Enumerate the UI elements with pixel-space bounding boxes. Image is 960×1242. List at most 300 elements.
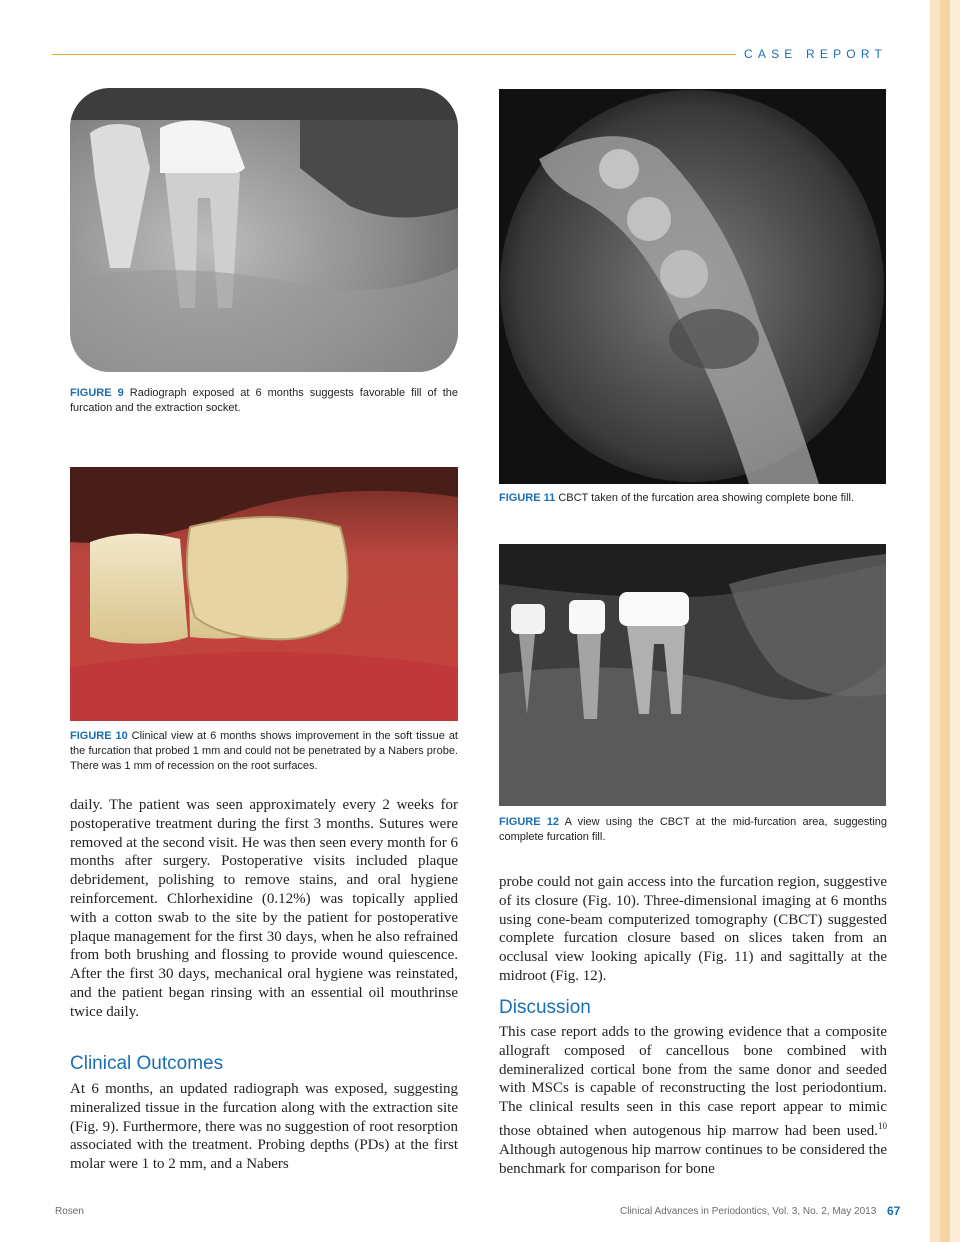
decorative-tile <box>950 648 960 660</box>
footer-author: Rosen <box>55 1206 84 1217</box>
decorative-tile <box>930 888 940 900</box>
decorative-tile <box>940 1164 950 1176</box>
decorative-tile <box>940 744 950 756</box>
running-head: CASE REPORT <box>744 47 887 61</box>
decorative-tile <box>950 240 960 252</box>
decorative-tile <box>940 780 950 792</box>
decorative-tile <box>940 504 950 516</box>
decorative-tile <box>950 720 960 732</box>
decorative-tile <box>930 120 940 132</box>
decorative-tile <box>940 336 950 348</box>
header-rule <box>52 54 736 55</box>
decorative-tile <box>930 1128 940 1140</box>
decorative-tile <box>940 516 950 528</box>
decorative-tile <box>940 264 950 276</box>
decorative-tile <box>940 636 950 648</box>
decorative-tile <box>930 972 940 984</box>
decorative-tile <box>930 1188 940 1200</box>
decorative-tile <box>940 312 950 324</box>
decorative-tile <box>950 840 960 852</box>
decorative-tile <box>950 936 960 948</box>
decorative-tile <box>950 1128 960 1140</box>
decorative-tile <box>950 540 960 552</box>
decorative-tile <box>950 996 960 1008</box>
decorative-tile <box>950 444 960 456</box>
decorative-tile <box>950 1212 960 1224</box>
decorative-tile <box>950 1176 960 1188</box>
decorative-tile <box>940 1092 950 1104</box>
decorative-tile <box>940 132 950 144</box>
decorative-tile <box>930 612 940 624</box>
decorative-tile <box>930 576 940 588</box>
decorative-tile <box>940 204 950 216</box>
decorative-tile <box>940 1128 950 1140</box>
decorative-tile <box>940 564 950 576</box>
decorative-tile <box>930 684 940 696</box>
decorative-tile <box>950 120 960 132</box>
decorative-tile <box>930 588 940 600</box>
decorative-tile <box>930 852 940 864</box>
decorative-tile <box>930 312 940 324</box>
decorative-tile <box>940 192 950 204</box>
decorative-tile <box>950 432 960 444</box>
decorative-tile <box>930 252 940 264</box>
decorative-tile <box>930 1068 940 1080</box>
decorative-tile <box>930 912 940 924</box>
decorative-tile <box>940 624 950 636</box>
decorative-tile <box>930 1140 940 1152</box>
right-body-paragraph-2 <box>499 1023 887 1178</box>
decorative-tile <box>950 768 960 780</box>
decorative-tile <box>940 804 950 816</box>
decorative-tile <box>940 996 950 1008</box>
decorative-tile <box>940 660 950 672</box>
decorative-tile <box>930 1008 940 1020</box>
decorative-tile <box>930 780 940 792</box>
decorative-tile <box>950 708 960 720</box>
footer-journal: Clinical Advances in Periodontics, Vol. 3, No. 2, May 2013 <box>620 1206 877 1217</box>
decorative-tile <box>940 1008 950 1020</box>
decorative-tile <box>930 516 940 528</box>
figure-9-label: FIGURE 9 <box>70 387 124 399</box>
decorative-tile <box>950 960 960 972</box>
decorative-tile <box>950 264 960 276</box>
decorative-tile <box>930 0 940 12</box>
figure-10-caption-text: Clinical view at 6 months shows improvement in the soft tissue at the furcation that probed 1 mm and could not be penetrated by a Nabers probe. There was 1 mm of recession on the root surfaces. <box>70 730 458 772</box>
figure-11-caption-text: CBCT taken of the furcation area showing complete bone fill. <box>558 492 855 504</box>
decorative-tile <box>950 1092 960 1104</box>
decorative-tile <box>930 480 940 492</box>
decorative-tile <box>930 996 940 1008</box>
decorative-tile <box>950 456 960 468</box>
decorative-tile <box>940 72 950 84</box>
decorative-tile <box>950 1104 960 1116</box>
decorative-tile <box>940 1104 950 1116</box>
decorative-tile <box>930 1152 940 1164</box>
decorative-tile <box>930 348 940 360</box>
decorative-tile <box>940 588 950 600</box>
decorative-tile <box>950 924 960 936</box>
decorative-tile <box>940 648 950 660</box>
decorative-tile <box>950 864 960 876</box>
decorative-tile <box>940 12 950 24</box>
decorative-tile <box>940 696 950 708</box>
decorative-tile <box>950 1116 960 1128</box>
decorative-tile <box>940 972 950 984</box>
decorative-tile <box>940 300 950 312</box>
decorative-tile <box>940 1116 950 1128</box>
decorative-tile <box>940 144 950 156</box>
decorative-tile <box>950 312 960 324</box>
decorative-tile <box>950 1020 960 1032</box>
decorative-tile <box>940 420 950 432</box>
decorative-tile <box>950 696 960 708</box>
decorative-tile <box>950 600 960 612</box>
left-paragraph-2-text: At 6 months, an updated radiograph was exposed, suggesting mineralized tissue in the furcation along with the extraction site (Fig. 9). Furthermore, there was no suggestion of root resorption associated with the treatment. Probing depths (PDs) at the first molar were 1 to 2 mm, and a Nabers <box>70 1081 458 1173</box>
decorative-tile <box>950 684 960 696</box>
decorative-tile <box>930 96 940 108</box>
decorative-tile <box>950 888 960 900</box>
decorative-tile <box>950 204 960 216</box>
decorative-tile <box>950 492 960 504</box>
decorative-tile <box>950 180 960 192</box>
decorative-tile <box>940 348 950 360</box>
decorative-tile <box>930 540 940 552</box>
decorative-tile <box>940 912 950 924</box>
decorative-tile <box>950 144 960 156</box>
left-paragraph-1-text: daily. The patient was seen approximately every 2 weeks for postoperative treatment during the first 3 months. Sutures were removed at the second visit. He was then seen every month for 6 months after surgery. Postoperative visits included plaque debridement, polishing to remove stains, and oral hygiene reinforcement. Chlorhexidine (0.12%) was topically applied with a cotton swab to the site by the patient for postoperative plaque management for the first 30 days, when he also refrained from both brushing and flossing to provide wound quiescence. After the first 30 days, mechanical oral hygiene was reinstated, and the patient began rinsing with an essential oil mouthrinse twice daily. <box>70 797 458 1020</box>
decorative-tile <box>940 936 950 948</box>
decorative-tile <box>930 756 940 768</box>
decorative-tile <box>940 672 950 684</box>
decorative-tile <box>930 768 940 780</box>
decorative-tile <box>940 276 950 288</box>
decorative-tile <box>940 756 950 768</box>
decorative-tile <box>930 864 940 876</box>
decorative-tile <box>930 492 940 504</box>
decorative-tile <box>930 1212 940 1224</box>
decorative-tile <box>940 1056 950 1068</box>
decorative-tile <box>930 156 940 168</box>
decorative-tile <box>930 168 940 180</box>
decorative-tile <box>930 72 940 84</box>
figure-9-caption <box>70 386 458 416</box>
decorative-tile <box>940 492 950 504</box>
decorative-tile <box>950 216 960 228</box>
decorative-tile <box>940 888 950 900</box>
decorative-tile <box>940 288 950 300</box>
decorative-tile <box>940 708 950 720</box>
decorative-tile <box>930 420 940 432</box>
decorative-tile <box>930 1080 940 1092</box>
decorative-tile <box>940 1032 950 1044</box>
decorative-tile <box>930 696 940 708</box>
decorative-tile <box>950 324 960 336</box>
decorative-tile <box>930 108 940 120</box>
decorative-tile <box>950 108 960 120</box>
decorative-tile <box>930 216 940 228</box>
decorative-tile <box>950 480 960 492</box>
decorative-tile <box>930 468 940 480</box>
decorative-tile <box>940 0 950 12</box>
decorative-side-strip <box>930 0 960 1242</box>
decorative-tile <box>940 180 950 192</box>
left-body-paragraph-2 <box>70 1080 458 1174</box>
right-paragraph-2-text-b: Although autogenous hip marrow continues to be considered the benchmark for comparison for bone <box>499 1141 887 1177</box>
decorative-tile <box>950 504 960 516</box>
decorative-tile <box>950 588 960 600</box>
decorative-tile <box>930 564 940 576</box>
decorative-tile <box>950 804 960 816</box>
decorative-tile <box>930 264 940 276</box>
decorative-tile <box>950 396 960 408</box>
decorative-tile <box>950 420 960 432</box>
decorative-tile <box>930 240 940 252</box>
decorative-tile <box>930 36 940 48</box>
decorative-tile <box>950 1164 960 1176</box>
decorative-tile <box>950 1032 960 1044</box>
decorative-tile <box>940 768 950 780</box>
decorative-tile <box>940 612 950 624</box>
decorative-tile <box>930 1164 940 1176</box>
decorative-tile <box>930 936 940 948</box>
decorative-tile <box>950 252 960 264</box>
decorative-tile <box>930 984 940 996</box>
decorative-tile <box>930 12 940 24</box>
reference-superscript: 10 <box>878 1120 887 1131</box>
right-body-paragraph-1 <box>499 873 887 986</box>
decorative-tile <box>930 1104 940 1116</box>
decorative-tile <box>950 1224 960 1236</box>
decorative-tile <box>930 1044 940 1056</box>
decorative-tile <box>950 60 960 72</box>
decorative-tile <box>950 36 960 48</box>
decorative-tile <box>930 924 940 936</box>
decorative-tile <box>930 816 940 828</box>
decorative-tile <box>950 336 960 348</box>
decorative-tile <box>930 672 940 684</box>
decorative-tile <box>930 948 940 960</box>
decorative-tile <box>940 384 950 396</box>
decorative-tile <box>950 552 960 564</box>
decorative-tile <box>950 792 960 804</box>
decorative-tile <box>930 408 940 420</box>
decorative-tile <box>940 1080 950 1092</box>
decorative-tile <box>950 168 960 180</box>
decorative-tile <box>930 1176 940 1188</box>
decorative-tile <box>940 1152 950 1164</box>
decorative-tile <box>930 444 940 456</box>
decorative-tile <box>930 132 940 144</box>
decorative-tile <box>940 684 950 696</box>
decorative-tile <box>930 552 940 564</box>
decorative-tile <box>950 984 960 996</box>
decorative-tile <box>940 816 950 828</box>
decorative-tile <box>930 792 940 804</box>
decorative-tile <box>940 852 950 864</box>
decorative-tile <box>930 600 940 612</box>
decorative-tile <box>940 900 950 912</box>
decorative-tile <box>930 732 940 744</box>
decorative-tile <box>950 1140 960 1152</box>
decorative-tile <box>950 372 960 384</box>
decorative-tile <box>940 828 950 840</box>
heading-discussion: Discussion <box>499 997 591 1018</box>
decorative-tile <box>940 1212 950 1224</box>
right-paragraph-2 <box>499 1023 887 1178</box>
decorative-tile <box>930 636 940 648</box>
decorative-tile <box>950 12 960 24</box>
decorative-tile <box>940 228 950 240</box>
decorative-tile <box>940 1200 950 1212</box>
heading-clinical-outcomes: Clinical Outcomes <box>70 1053 224 1074</box>
decorative-tile <box>940 60 950 72</box>
decorative-tile <box>940 948 950 960</box>
decorative-tile <box>930 276 940 288</box>
decorative-tile <box>940 360 950 372</box>
decorative-tile <box>930 84 940 96</box>
decorative-tile <box>930 324 940 336</box>
decorative-tile <box>940 924 950 936</box>
decorative-tile <box>950 228 960 240</box>
decorative-tile <box>930 1200 940 1212</box>
decorative-tile <box>940 720 950 732</box>
decorative-tile <box>930 1116 940 1128</box>
decorative-tile <box>930 456 940 468</box>
decorative-tile <box>930 432 940 444</box>
decorative-tile <box>950 948 960 960</box>
decorative-tile <box>950 1152 960 1164</box>
right-paragraph-2-text-a: This case report adds to the growing evidence that a composite allograft composed of cancellous bone combined with demineralized cortical bone from the same donor and seeded with MSCs is capable of reconstructing the lost periodontium. The clinical results seen in this case report appear to mimic those obtained when autogenous hip marrow had been used. <box>499 1024 887 1139</box>
decorative-tile <box>940 1224 950 1236</box>
decorative-tile <box>940 396 950 408</box>
decorative-tile <box>940 840 950 852</box>
decorative-tile <box>940 216 950 228</box>
decorative-tile <box>950 1068 960 1080</box>
decorative-tile <box>940 468 950 480</box>
decorative-tile <box>940 432 950 444</box>
decorative-tile <box>950 192 960 204</box>
decorative-tile <box>950 1044 960 1056</box>
decorative-tile <box>950 576 960 588</box>
page-number: 67 <box>887 1204 901 1218</box>
decorative-tile <box>930 144 940 156</box>
decorative-tile <box>940 48 950 60</box>
decorative-tile <box>950 468 960 480</box>
decorative-tile <box>930 504 940 516</box>
decorative-tile <box>940 96 950 108</box>
decorative-tile <box>930 228 940 240</box>
figure-9-caption-text: Radiograph exposed at 6 months suggests favorable fill of the furcation and the extraction socket. <box>70 387 459 414</box>
decorative-tile <box>940 444 950 456</box>
decorative-tile <box>930 192 940 204</box>
decorative-tile <box>950 1236 960 1242</box>
decorative-tile <box>950 72 960 84</box>
decorative-tile <box>930 624 940 636</box>
decorative-tile <box>950 408 960 420</box>
decorative-tile <box>940 540 950 552</box>
decorative-tile <box>940 1020 950 1032</box>
decorative-tile <box>950 564 960 576</box>
decorative-tile <box>940 792 950 804</box>
decorative-tile <box>940 240 950 252</box>
left-body-paragraph-1 <box>70 796 458 1022</box>
decorative-tile <box>950 672 960 684</box>
decorative-tile <box>950 1200 960 1212</box>
decorative-tile <box>950 900 960 912</box>
decorative-tile <box>940 552 950 564</box>
decorative-tile <box>940 156 950 168</box>
decorative-tile <box>950 744 960 756</box>
decorative-tile <box>950 1008 960 1020</box>
decorative-tile <box>950 132 960 144</box>
decorative-tile <box>950 780 960 792</box>
decorative-tile <box>950 156 960 168</box>
figure-10-clinical-photo <box>70 467 458 721</box>
decorative-tile <box>950 384 960 396</box>
decorative-tile <box>930 876 940 888</box>
decorative-tile <box>930 708 940 720</box>
decorative-tile <box>950 300 960 312</box>
decorative-tile <box>930 336 940 348</box>
decorative-tile <box>950 852 960 864</box>
decorative-tile <box>940 984 950 996</box>
figure-11-label: FIGURE 11 <box>499 492 556 504</box>
decorative-tile <box>930 288 940 300</box>
decorative-tile <box>930 384 940 396</box>
figure-11-cbct-image <box>499 89 886 484</box>
decorative-tile <box>950 1188 960 1200</box>
decorative-tile <box>930 720 940 732</box>
decorative-tile <box>940 1068 950 1080</box>
decorative-tile <box>950 876 960 888</box>
right-paragraph-1-text: probe could not gain access into the furcation region, suggestive of its closure (Fig. 10). Three-dimensional imaging at 6 months using cone-beam computerized tomography (CBCT) suggested complete furcation closure based on slices taken from an occlusal view looking apically (Fig. 11) and sagittally at the midroot (Fig. 12). <box>499 874 887 984</box>
decorative-tile <box>930 1020 940 1032</box>
decorative-tile <box>950 1080 960 1092</box>
decorative-tile <box>950 1056 960 1068</box>
decorative-tile <box>930 360 940 372</box>
decorative-tile <box>930 60 940 72</box>
decorative-tile <box>940 1176 950 1188</box>
decorative-tile <box>950 24 960 36</box>
decorative-tile <box>940 36 950 48</box>
decorative-tile <box>930 396 940 408</box>
decorative-tile <box>930 828 940 840</box>
decorative-tile <box>930 1092 940 1104</box>
decorative-tile <box>940 480 950 492</box>
decorative-tile <box>940 876 950 888</box>
decorative-tile <box>950 276 960 288</box>
decorative-tile <box>940 108 950 120</box>
decorative-tile <box>940 372 950 384</box>
decorative-tile <box>950 912 960 924</box>
decorative-tile <box>930 960 940 972</box>
decorative-tile <box>950 348 960 360</box>
decorative-tile <box>950 516 960 528</box>
figure-12-label: FIGURE 12 <box>499 816 560 828</box>
decorative-tile <box>930 204 940 216</box>
decorative-tile <box>940 1236 950 1242</box>
decorative-tile <box>930 804 940 816</box>
decorative-tile <box>950 624 960 636</box>
decorative-tile <box>940 1140 950 1152</box>
decorative-tile <box>950 96 960 108</box>
decorative-tile <box>940 732 950 744</box>
figure-10-label: FIGURE 10 <box>70 730 128 742</box>
figure-12-caption <box>499 815 887 845</box>
decorative-tile <box>940 24 950 36</box>
decorative-tile <box>950 48 960 60</box>
